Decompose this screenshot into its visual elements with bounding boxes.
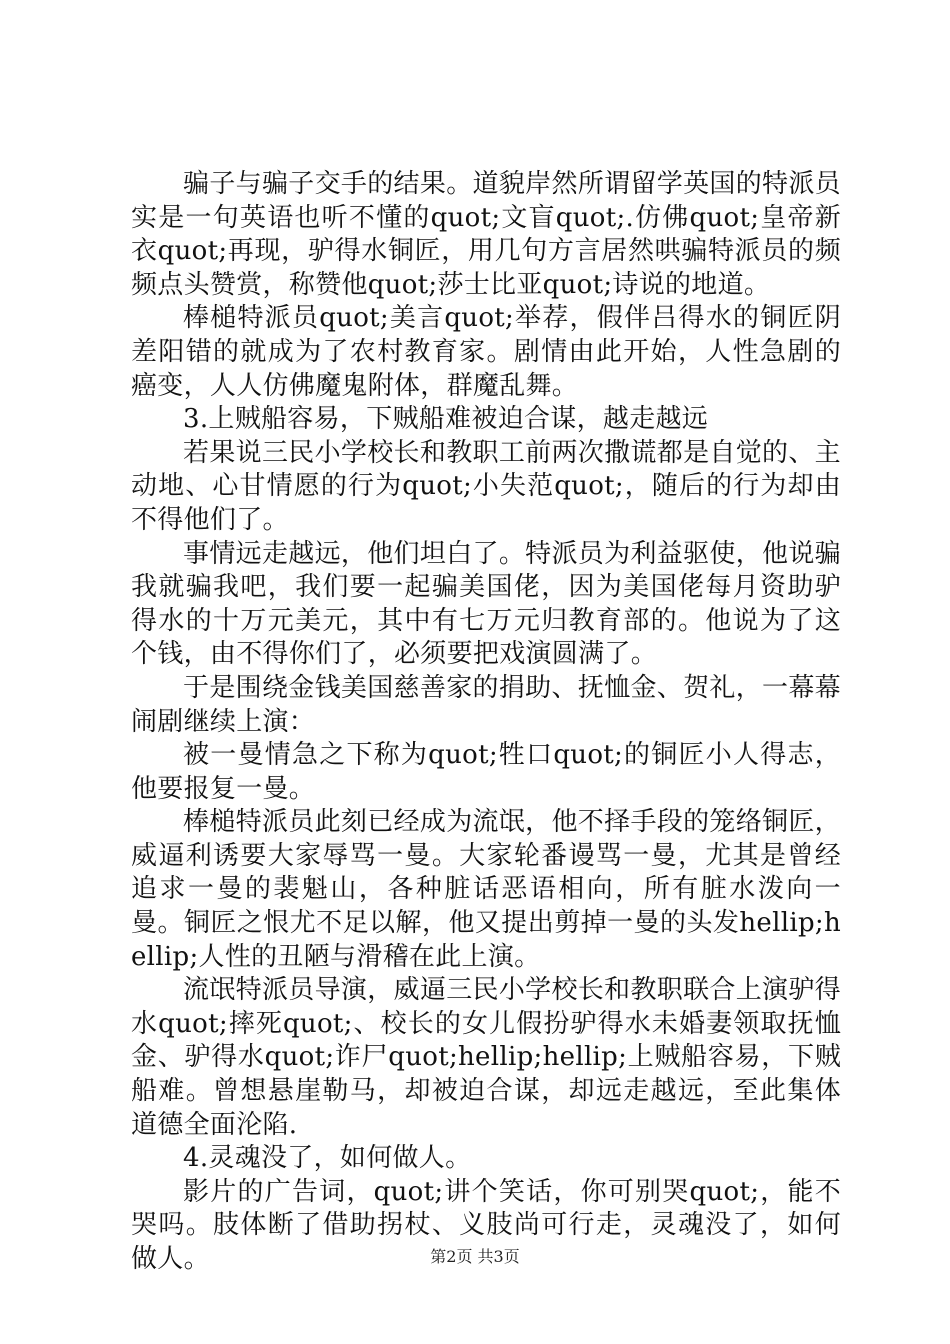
paragraph: 被一曼情急之下称为quot;牲口quot;的铜匠小人得志，他要报复一曼。 [131, 740, 841, 804]
paragraph: 影片的广告词，quot;讲个笑话，你可别哭quot;，能不哭吗。肢体断了借助拐杖、义肢尚可行走，灵魂没了，如何做人。 [131, 1176, 841, 1274]
paragraph: 若果说三民小学校长和教职工前两次撒谎都是自觉的、主动地、心甘情愿的行为quot;小失范quot;，随后的行为却由不得他们了。 [131, 437, 841, 535]
paragraph: 骗子与骗子交手的结果。道貌岸然所谓留学英国的特派员实是一句英语也听不懂的quot;文盲quot;.仿佛quot;皇帝新衣quot;再现，驴得水铜匠，用几句方言居然哄骗特派员的频频点头赞赏，称赞他quot;莎士比亚quot;诗说的地道。 [131, 169, 841, 300]
section-heading: 3.上贼船容易，下贼船难被迫合谋，越走越远 [183, 404, 709, 435]
paragraph: 于是围绕金钱美国慈善家的捐助、抚恤金、贺礼，一幕幕闹剧继续上演： [131, 672, 841, 737]
paragraph: 流氓特派员导演，威逼三民小学校长和教职联合上演驴得水quot;摔死quot;、校长的女儿假扮驴得水未婚妻领取抚恤金、驴得水quot;诈尸quot;hellip;hellip;上贼船容易，下贼船难。曾想悬崖勒马，却被迫合谋，却远走越远，至此集体道德全面沦陷. [131, 975, 841, 1140]
paragraph: 事情远走越远，他们坦白了。特派员为利益驱使，他说骗我就骗我吧，我们要一起骗美国佬，因为美国佬每月资助驴得水的十万元美元，其中有七万元归教育部的。他说为了这个钱，由不得你们了，必须要把戏演圆满了。 [131, 538, 841, 670]
document-body [131, 168, 841, 1277]
page-number: 第2页 共3页 [430, 1247, 520, 1266]
paragraph: 棒槌特派员quot;美言quot;举荐，假伴吕得水的铜匠阴差阳错的就成为了农村教育家。剧情由此开始，人性急剧的癌变，人人仿佛魔鬼附体，群魔乱舞。 [131, 303, 841, 401]
section-heading: 4.灵魂没了，如何做人。 [183, 1143, 472, 1174]
paragraph: 棒槌特派员此刻已经成为流氓，他不择手段的笼络铜匠，威逼利诱要大家辱骂一曼。大家轮番谩骂一曼，尤其是曾经追求一曼的裴魁山，各种脏话恶语相向，所有脏水泼向一曼。铜匠之恨尤不足以解，他又提出剪掉一曼的头发hellip;hellip;人性的丑陋与滑稽在此上演。 [131, 807, 841, 972]
